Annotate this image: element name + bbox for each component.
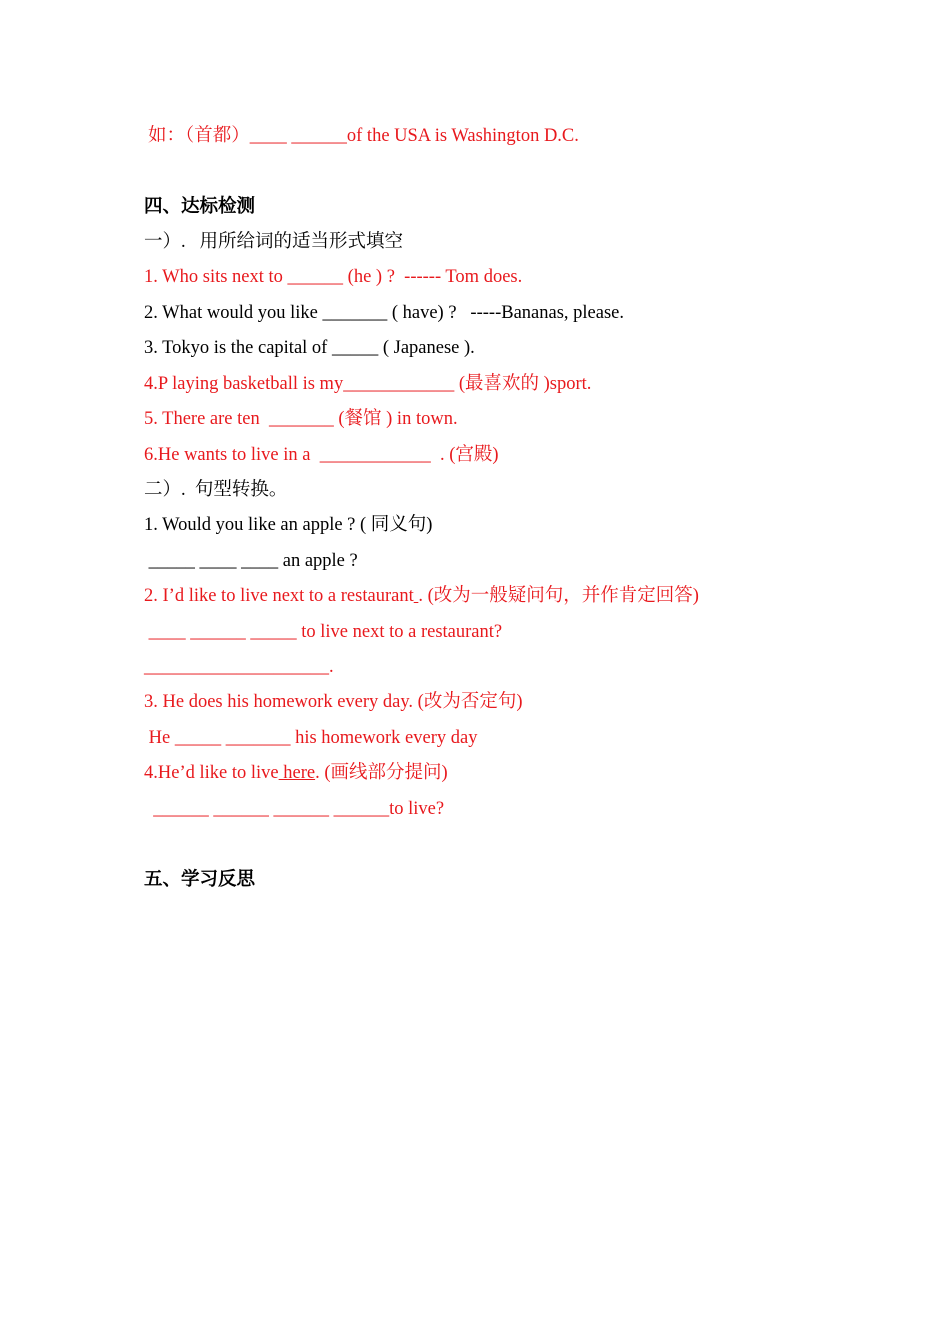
transform-q4-underlined: here [278,763,316,783]
transform-q3: 3. He does his homework every day. (改为否定句) [144,692,523,712]
fill-item-1: 1. Who sits next to ______ (he ) ? ------ Tom does. [144,267,523,287]
example-line [148,127,579,146]
transform-q3-answer: He _____ _______ his homework every day [144,728,478,748]
part-2-heading: 二）. 句型转换。 [144,480,288,500]
transform-q4 [144,764,448,783]
fill-item-6: 6.He wants to live in a ____________ . (宫殿) [144,445,499,465]
transform-q4-answer: ______ ______ ______ ______to live? [144,799,445,819]
transform-q2-answer-1: ____ ______ _____ to live next to a restaurant? [144,622,503,642]
fill-item-2: 2. What would you like _______ ( have) ? -----Bananas, please. [144,303,624,323]
transform-q1-answer: _____ ____ ____ an apple ? [144,551,358,571]
transform-q2-text: 2. I’d like to live next to a restaurant [144,586,414,606]
part-1-heading: 一）. 用所给词的适当形式填空 [144,232,404,252]
transform-q1: 1. Would you like an apple ? ( 同义句) [144,515,433,535]
fill-item-4: 4.P laying basketball is my____________ (最喜欢的 )sport. [144,374,592,394]
transform-q4-instruction: . (画线部分提问) [315,763,448,783]
fill-item-5: 5. There are ten _______ (餐馆 ) in town. [144,409,458,429]
transform-q2-answer-2: ____________________. [144,657,334,677]
transform-q2 [144,587,699,606]
section-5-heading: 五、学习反思 [144,870,256,890]
section-4-heading: 四、达标检测 [144,197,256,217]
example-prefix: 如：（首都） [148,126,250,146]
fill-item-3: 3. Tokyo is the capital of _____ ( Japanese ). [144,338,475,358]
transform-q4-text: 4.He’d like to live [144,763,279,783]
example-rest: ____ ______of the USA is Washington D.C. [249,126,579,146]
transform-q2-instruction: . (改为一般疑问句，并作肯定回答) [418,586,699,606]
